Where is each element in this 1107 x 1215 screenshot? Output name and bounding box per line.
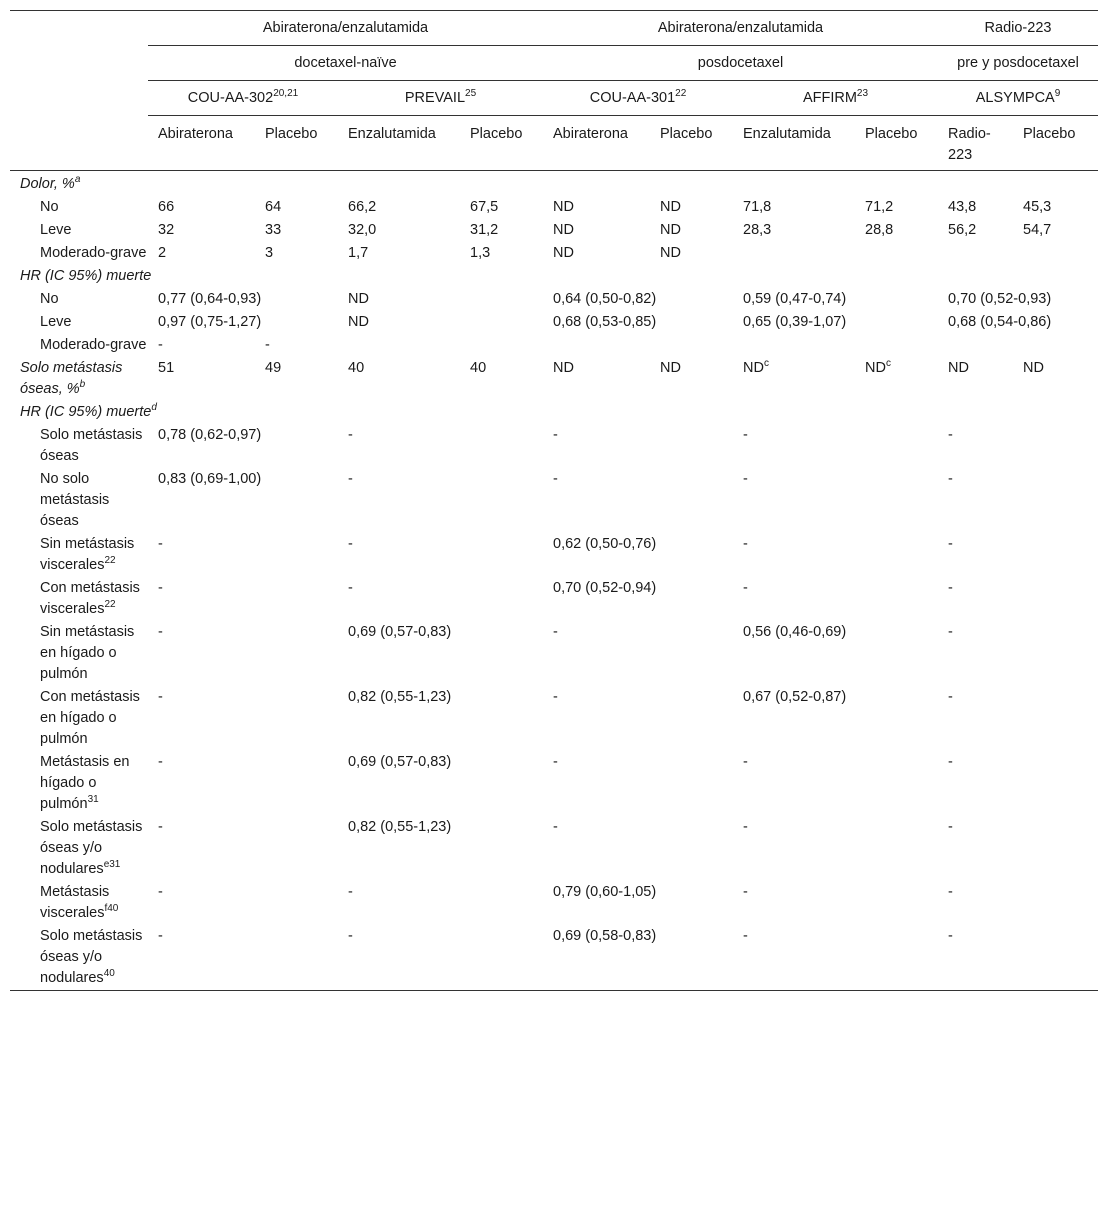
trial-name: ALSYMPCA <box>975 90 1055 106</box>
cell: 31,2 <box>470 222 499 238</box>
footnote-mark: c <box>885 358 891 369</box>
cell: 0,77 (0,64-0,93) <box>158 291 262 307</box>
cell: 71,2 <box>865 199 894 215</box>
section-text: Dolor, % <box>20 176 75 192</box>
results-table <box>10 10 1098 991</box>
cell: - <box>553 689 558 705</box>
table-row <box>10 816 1098 881</box>
footnote-mark: 22 <box>104 599 116 610</box>
cell: 2 <box>158 245 167 261</box>
section-row-hr <box>10 265 1098 288</box>
cell: - <box>743 536 748 552</box>
cell: 0,59 (0,47-0,74) <box>743 291 847 307</box>
cell: 0,69 (0,58-0,83) <box>553 928 657 944</box>
cell: 0,69 (0,57-0,83) <box>348 624 452 640</box>
arm-header: Radio-223 <box>948 126 991 163</box>
cell-value: ND <box>865 360 886 376</box>
cell: 49 <box>265 360 282 376</box>
cell: - <box>553 427 558 443</box>
arm-header: Placebo <box>865 126 918 142</box>
row-label-text: Metástasis viscerales <box>40 884 110 921</box>
section-label <box>10 357 148 401</box>
cell: - <box>348 928 353 944</box>
arm-header: Abiraterona <box>553 126 628 142</box>
header-setting-1: docetaxel-naïve <box>148 46 543 81</box>
arm-header: Placebo <box>265 126 318 142</box>
section-text: Solo metástasis óseas, % <box>20 360 123 397</box>
cell: 0,70 (0,52-0,93) <box>948 291 1052 307</box>
cell <box>733 357 855 401</box>
cell: - <box>158 689 163 705</box>
cell: - <box>158 624 163 640</box>
header-trial <box>148 81 338 116</box>
cell: - <box>743 884 748 900</box>
cell: ND <box>660 360 681 376</box>
cell: - <box>348 536 353 552</box>
cell: 71,8 <box>743 199 772 215</box>
table-row <box>10 334 1098 357</box>
cell-value: ND <box>743 360 764 376</box>
header-trial <box>543 81 733 116</box>
section-row-dolor <box>10 171 1098 197</box>
row-label <box>10 533 148 577</box>
cell: 0,69 (0,57-0,83) <box>348 754 452 770</box>
cell: - <box>265 337 270 353</box>
cell: - <box>948 754 953 770</box>
section-label <box>10 401 1098 424</box>
corner-cell <box>10 11 148 171</box>
arm-header: Enzalutamida <box>348 126 436 142</box>
cell: 45,3 <box>1023 199 1052 215</box>
footnote-mark: d <box>151 402 157 413</box>
cell: 56,2 <box>948 222 977 238</box>
cell: ND <box>660 222 681 238</box>
cell: - <box>158 536 163 552</box>
cell: - <box>948 884 953 900</box>
row-label: Solo metástasis óseas <box>40 427 143 464</box>
cell: 40 <box>348 360 365 376</box>
cell: ND <box>1023 360 1044 376</box>
cell: ND <box>553 245 574 261</box>
arm-header: Placebo <box>660 126 713 142</box>
row-label: No <box>40 291 59 307</box>
cell: 1,3 <box>470 245 491 261</box>
cell: - <box>348 580 353 596</box>
section-label: HR (IC 95%) muerte <box>20 268 152 284</box>
cell: ND <box>660 245 681 261</box>
table-row <box>10 242 1098 265</box>
cell: - <box>743 754 748 770</box>
table-row <box>10 424 1098 468</box>
cell: 51 <box>158 360 175 376</box>
table-row <box>10 751 1098 816</box>
table-row <box>10 468 1098 533</box>
arm-header: Placebo <box>1023 126 1076 142</box>
cell: - <box>948 689 953 705</box>
table-container <box>10 10 1098 991</box>
cell: ND <box>553 222 574 238</box>
table-row <box>10 219 1098 242</box>
row-label <box>10 751 148 816</box>
trial-ref: 9 <box>1054 88 1061 99</box>
cell: - <box>158 819 163 835</box>
cell: - <box>158 754 163 770</box>
cell: 0,68 (0,53-0,85) <box>553 314 657 330</box>
cell: - <box>553 819 558 835</box>
trial-name: COU-AA-301 <box>589 90 676 106</box>
header-drug-3: Radio-223 <box>938 11 1098 46</box>
row-label: Con metástasis en hígado o pulmón <box>40 689 140 747</box>
cell: - <box>158 337 163 353</box>
cell <box>855 357 938 401</box>
header-drug-1: Abiraterona/enzalutamida <box>148 11 543 46</box>
cell: ND <box>348 291 369 307</box>
cell: - <box>743 819 748 835</box>
cell: - <box>948 580 953 596</box>
cell: - <box>158 928 163 944</box>
cell: ND <box>948 360 969 376</box>
row-label: Leve <box>40 222 72 238</box>
cell: - <box>158 580 163 596</box>
cell: - <box>553 754 558 770</box>
cell: 0,70 (0,52-0,94) <box>553 580 657 596</box>
table-row <box>10 881 1098 925</box>
row-label: Moderado-grave <box>40 337 147 353</box>
footnote-mark: e31 <box>103 859 121 870</box>
cell: 0,67 (0,52-0,87) <box>743 689 847 705</box>
cell: 40 <box>470 360 487 376</box>
arm-header: Abiraterona <box>158 126 233 142</box>
cell: 54,7 <box>1023 222 1052 238</box>
footnote-mark: f40 <box>104 903 119 914</box>
footnote-mark: b <box>79 379 86 390</box>
section-text: HR (IC 95%) muerte <box>20 404 152 420</box>
row-label-text: Metástasis en hígado o pulmón <box>40 754 130 812</box>
cell: - <box>743 928 748 944</box>
cell: 0,64 (0,50-0,82) <box>553 291 657 307</box>
cell: 32,0 <box>348 222 377 238</box>
cell: - <box>948 427 953 443</box>
row-label <box>10 816 148 881</box>
cell: 0,78 (0,62-0,97) <box>158 427 262 443</box>
cell: 43,8 <box>948 199 977 215</box>
cell: 28,3 <box>743 222 772 238</box>
cell: - <box>348 427 353 443</box>
row-label-text: Con metástasis viscerales <box>40 580 140 617</box>
trial-name: COU-AA-302 <box>187 90 274 106</box>
cell: 0,65 (0,39-1,07) <box>743 314 847 330</box>
cell: ND <box>660 199 681 215</box>
cell: 0,82 (0,55-1,23) <box>348 819 452 835</box>
cell: - <box>743 471 748 487</box>
cell: 0,62 (0,50-0,76) <box>553 536 657 552</box>
table-row <box>10 533 1098 577</box>
cell: - <box>948 819 953 835</box>
arm-header: Placebo <box>470 126 523 142</box>
empty-cell <box>338 334 1098 357</box>
header-trial <box>938 81 1098 116</box>
section-row-hr <box>10 401 1098 424</box>
section-label <box>10 171 1098 197</box>
table-row <box>10 686 1098 751</box>
cell: - <box>948 624 953 640</box>
header-row-arms <box>10 116 1098 171</box>
header-row-trial <box>10 81 1098 116</box>
row-label <box>10 925 148 991</box>
table-row <box>10 577 1098 621</box>
cell: - <box>553 624 558 640</box>
cell: 64 <box>265 199 282 215</box>
arm-header: Enzalutamida <box>743 126 831 142</box>
row-label-text: Solo metástasis óseas y/o nodulares <box>40 928 143 986</box>
header-row-setting <box>10 46 1098 81</box>
row-label: Leve <box>40 314 72 330</box>
cell: 33 <box>265 222 282 238</box>
row-label: No <box>40 199 59 215</box>
cell: 66,2 <box>348 199 377 215</box>
cell: - <box>553 471 558 487</box>
trial-name: PREVAIL <box>404 90 466 106</box>
trial-ref: 25 <box>465 88 477 99</box>
cell: - <box>948 928 953 944</box>
cell: - <box>948 471 953 487</box>
header-setting-2: posdocetaxel <box>543 46 938 81</box>
row-label: Sin metástasis en hígado o pulmón <box>40 624 135 682</box>
trial-ref: 20,21 <box>273 88 299 99</box>
header-trial <box>733 81 938 116</box>
row-label <box>10 577 148 621</box>
cell: 28,8 <box>865 222 894 238</box>
cell: 67,5 <box>470 199 499 215</box>
header-trial <box>338 81 543 116</box>
cell: 0,83 (0,69-1,00) <box>158 471 262 487</box>
footnote-mark: 22 <box>104 555 116 566</box>
cell: ND <box>553 199 574 215</box>
footnote-mark: c <box>763 358 769 369</box>
cell: 0,97 (0,75-1,27) <box>158 314 262 330</box>
cell: 0,68 (0,54-0,86) <box>948 314 1052 330</box>
row-label <box>10 881 148 925</box>
cell: 0,79 (0,60-1,05) <box>553 884 657 900</box>
cell: 1,7 <box>348 245 369 261</box>
cell: - <box>743 580 748 596</box>
row-label: No solo metástasis óseas <box>40 471 110 529</box>
table-row <box>10 311 1098 334</box>
table-row <box>10 621 1098 686</box>
cell: - <box>158 884 163 900</box>
cell: - <box>743 427 748 443</box>
footnote-mark: 31 <box>87 794 99 805</box>
table-row <box>10 196 1098 219</box>
empty-cell <box>733 242 1098 265</box>
header-row-drug <box>10 11 1098 46</box>
table-row <box>10 357 1098 401</box>
cell: - <box>348 884 353 900</box>
header-drug-2: Abiraterona/enzalutamida <box>543 11 938 46</box>
table-row <box>10 925 1098 991</box>
trial-ref: 23 <box>856 88 869 99</box>
cell: - <box>348 471 353 487</box>
footnote-mark: a <box>74 174 81 185</box>
cell: - <box>948 536 953 552</box>
cell: ND <box>553 360 574 376</box>
row-label: Moderado-grave <box>40 245 147 261</box>
trial-name: AFFIRM <box>802 90 857 106</box>
cell: 0,82 (0,55-1,23) <box>348 689 452 705</box>
row-label-text: Sin metástasis viscerales <box>40 536 135 573</box>
row-label-text: Solo metástasis óseas y/o nodulares <box>40 819 143 877</box>
header-setting-3: pre y posdocetaxel <box>938 46 1098 81</box>
table-row <box>10 288 1098 311</box>
trial-ref: 22 <box>675 88 687 99</box>
cell: 66 <box>158 199 175 215</box>
cell: 3 <box>265 245 274 261</box>
cell: 0,56 (0,46-0,69) <box>743 624 847 640</box>
footnote-mark: 40 <box>103 968 115 979</box>
cell: ND <box>348 314 369 330</box>
cell: 32 <box>158 222 175 238</box>
